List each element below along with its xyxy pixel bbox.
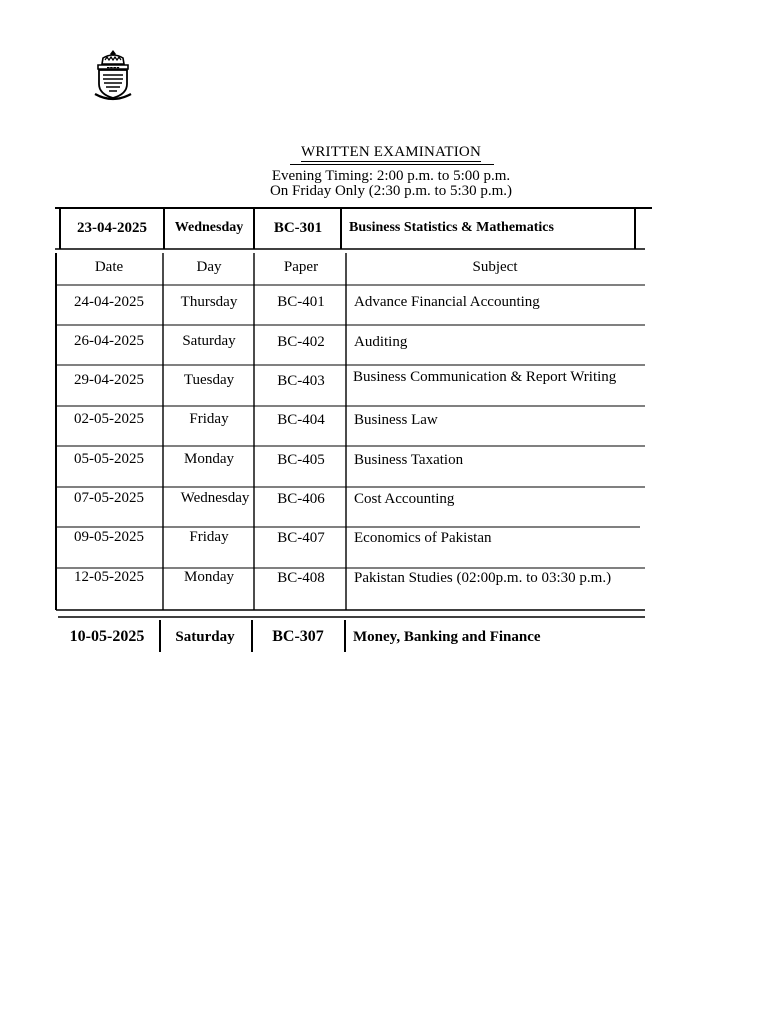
row-date: 29-04-2025 (74, 372, 144, 388)
row-day: Thursday (180, 294, 238, 310)
column-header-paper: Paper (283, 259, 319, 275)
row-subject: Economics of Pakistan (354, 530, 492, 546)
row-date: 09-05-2025 (74, 529, 144, 545)
last-paper-date: 10-05-2025 (69, 628, 145, 645)
row-day: Friday (189, 411, 229, 427)
row-date: 26-04-2025 (74, 333, 144, 349)
row-date: 24-04-2025 (74, 294, 144, 310)
column-header-date: Date (94, 259, 124, 275)
row-subject: Auditing (354, 334, 408, 350)
row-paper: BC-405 (277, 452, 325, 468)
row-subject: Advance Financial Accounting (354, 294, 540, 310)
row-paper: BC-402 (277, 334, 325, 350)
last-paper-day: Saturday (175, 629, 235, 645)
first-paper-date: 23-04-2025 (77, 220, 147, 236)
column-header-day: Day (196, 259, 222, 275)
row-date: 02-05-2025 (74, 411, 144, 427)
row-date: 05-05-2025 (74, 451, 144, 467)
row-paper: BC-404 (277, 412, 325, 428)
row-day: Monday (184, 569, 234, 585)
row-subject: Pakistan Studies (02:00p.m. to 03:30 p.m.) (354, 570, 612, 586)
evening-timing: Evening Timing: 2:00 p.m. to 5:00 p.m. (271, 168, 511, 184)
row-paper: BC-406 (277, 491, 325, 507)
first-paper-code: BC-301 (273, 220, 323, 236)
row-subject: Business Law (354, 412, 438, 428)
row-subject: Cost Accounting (354, 491, 455, 507)
row-date: 12-05-2025 (74, 569, 144, 585)
row-paper: BC-408 (277, 570, 325, 586)
first-paper-subject: Business Statistics & Mathematics (349, 220, 554, 235)
row-day: Tuesday (183, 372, 235, 388)
row-day: Saturday (182, 333, 236, 349)
row-paper: BC-407 (277, 530, 325, 546)
friday-timing: On Friday Only (2:30 p.m. to 5:30 p.m.) (269, 183, 513, 199)
row-paper: BC-401 (277, 294, 325, 310)
row-day: Wednesday (180, 490, 250, 506)
row-subject: Business Communication & Report Writing (353, 369, 617, 385)
row-day: Friday (189, 529, 229, 545)
last-paper-subject: Money, Banking and Finance (353, 629, 541, 645)
column-header-subject: Subject (472, 259, 518, 275)
row-subject: Business Taxation (354, 452, 464, 468)
row-day: Monday (184, 451, 234, 467)
svg-text:▬▬▬▬: ▬▬▬▬ (106, 65, 120, 70)
row-date: 07-05-2025 (74, 490, 144, 506)
row-paper: BC-403 (277, 373, 325, 389)
last-paper-code: BC-307 (272, 628, 324, 645)
exam-title: WRITTEN EXAMINATION (300, 144, 481, 160)
first-paper-day: Wednesday (174, 220, 244, 235)
